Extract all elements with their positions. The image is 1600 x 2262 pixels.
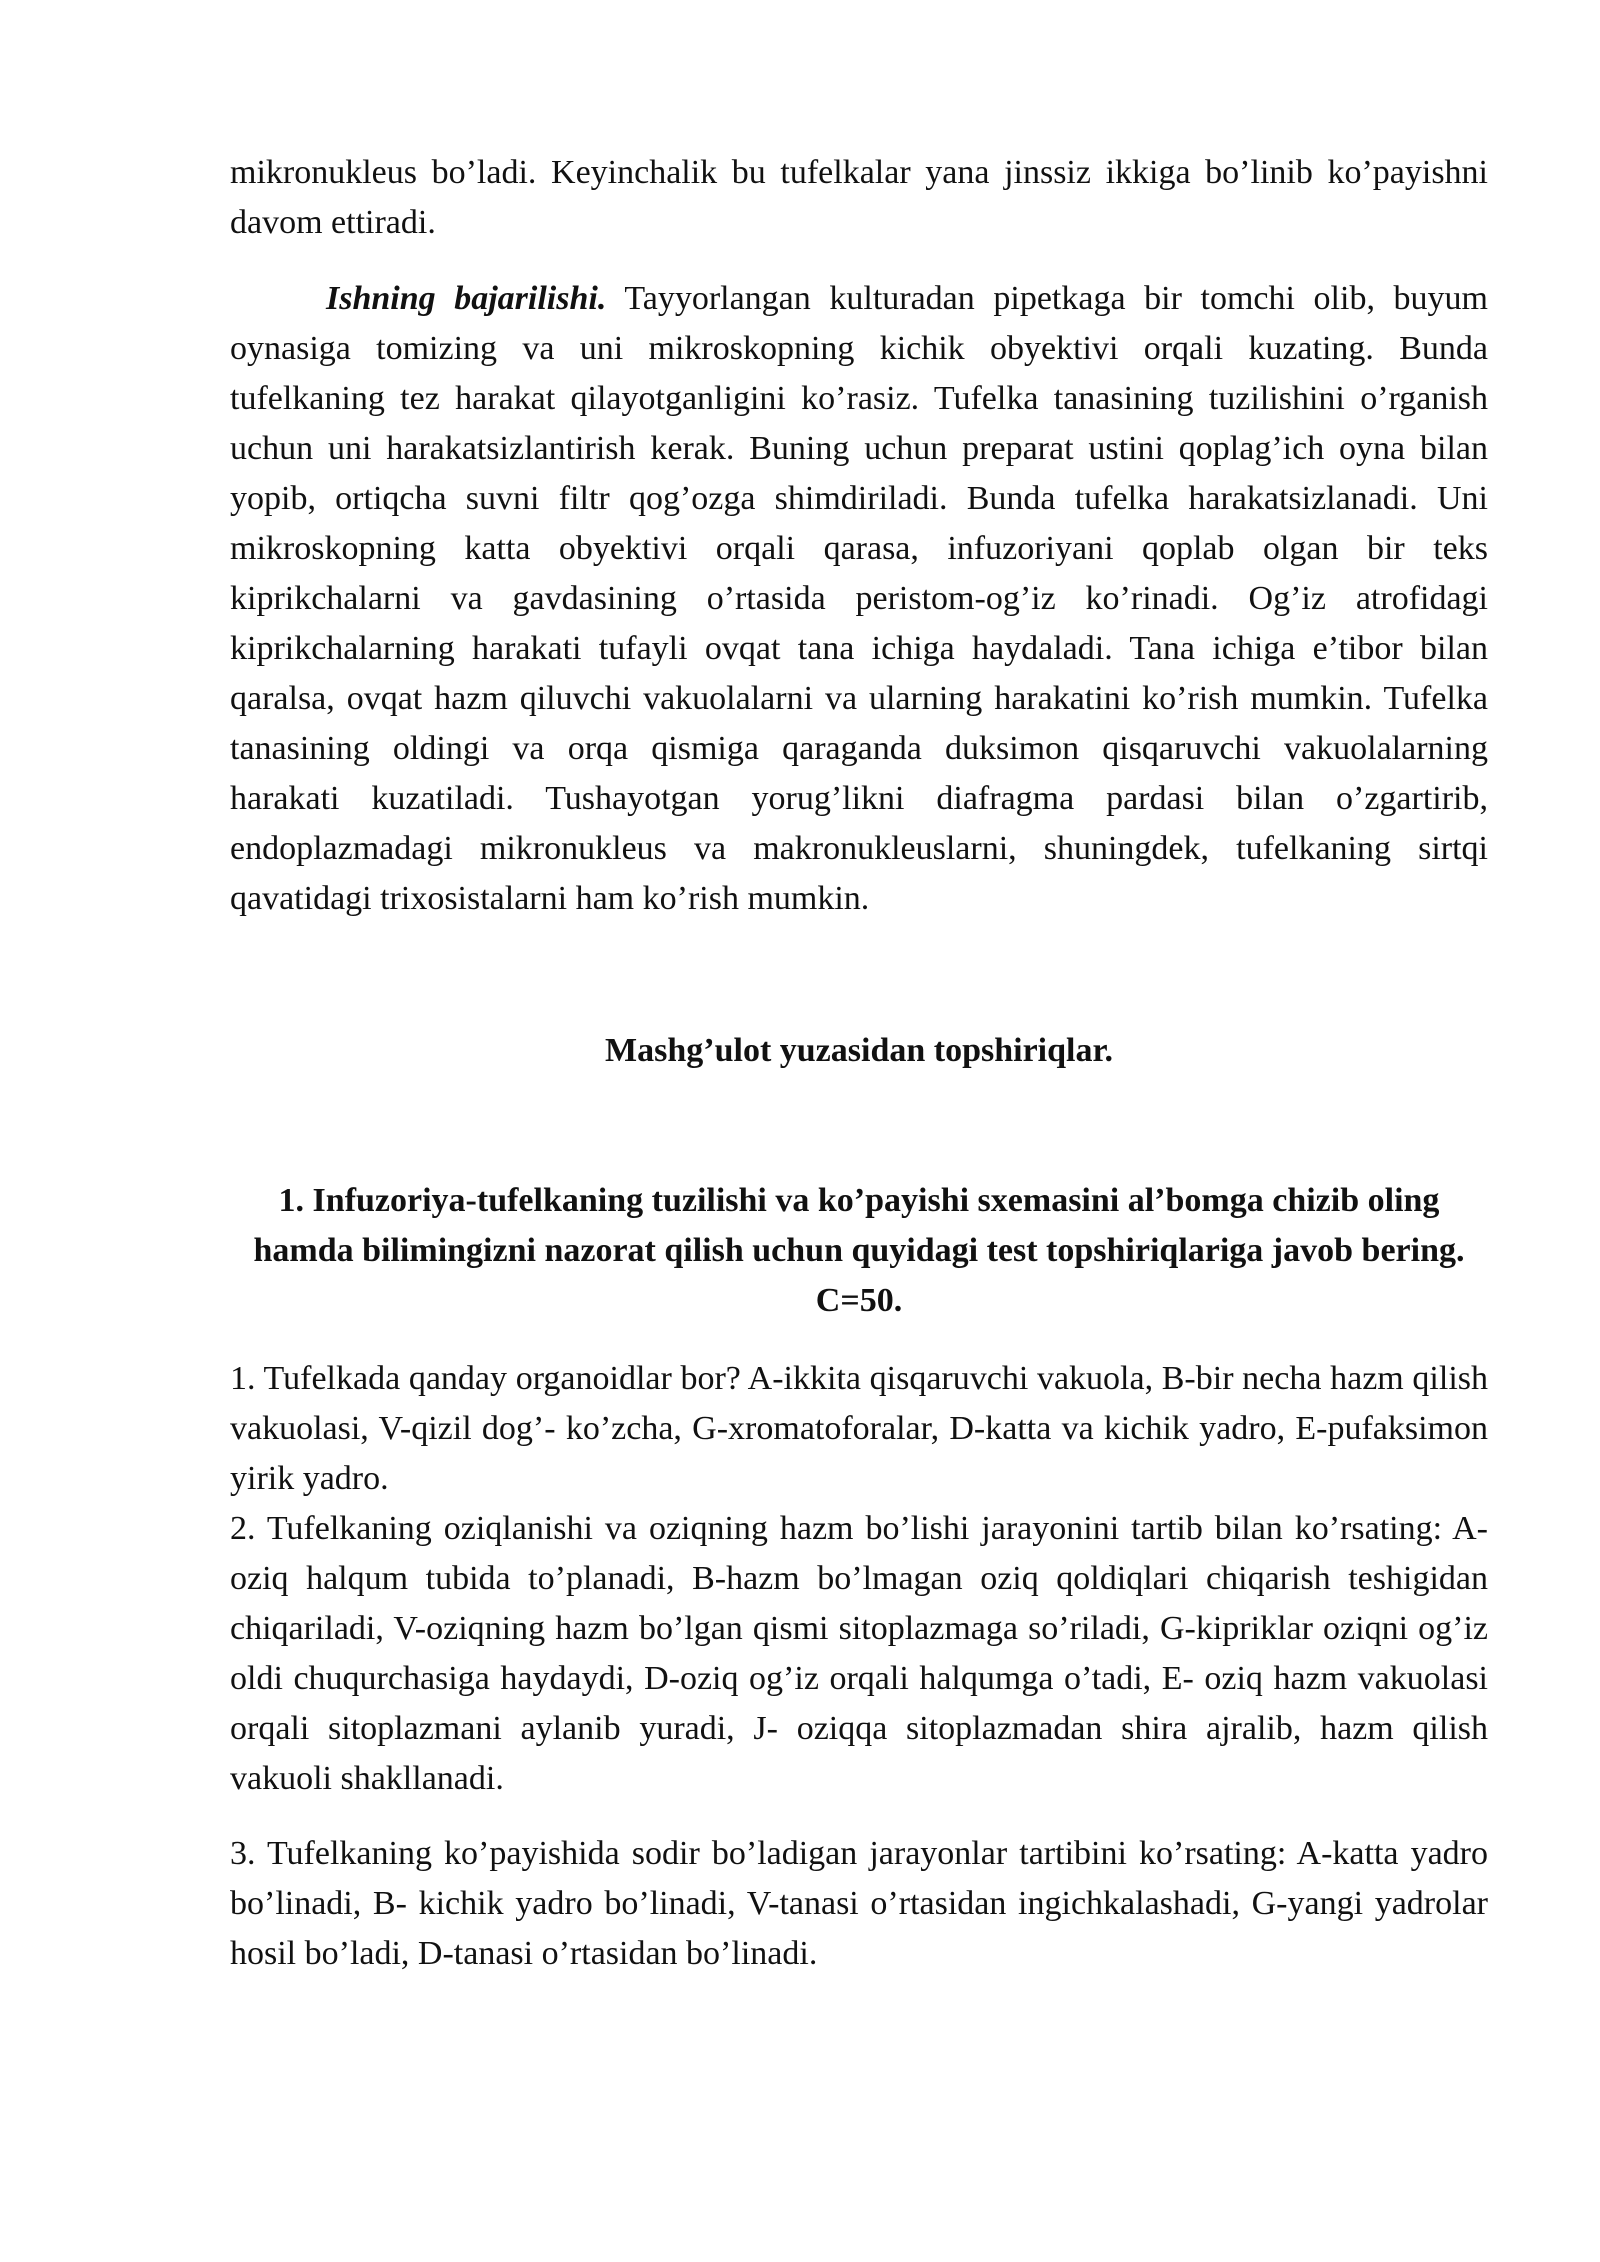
procedure-lead: Ishning bajarilishi.	[326, 280, 607, 317]
section-title: Mashg’ulot yuzasidan topshiriqlar.	[605, 1032, 1113, 1069]
question-2: 2. Tufelkaning oziqlanishi va oziqning hazm bo’lishi jarayonini tartib bilan ko’rsating: A-oziq halqum tubida to’planadi, B-hazm bo’lmagan oziq qoldiqlari chiqarish teshigidan chiqariladi, V-oziqning hazm bo’lgan qismi sitoplazmaga so’riladi, G-kipriklar oziqni og’iz oldi chuqurchasiga haydaydi, D-oziq og’iz orqali halqumga o’tadi, E- oziq hazm vakuolasi orqali sitoplazmani aylanib yuradi, J- oziqqa sitoplazmadan shira ajralib, hazm qilish vakuoli shakllanadi.	[230, 1510, 1488, 1797]
spacer	[230, 924, 1488, 1026]
task-heading: 1. Infuzoriya-tufelkaning tuzilishi va ko’payishi sxemasini al’bomga chizib oling hamda bilimingizni nazorat qilish uchun quyidagi test topshiriqlariga javob bering. C=50.	[253, 1182, 1465, 1319]
document-page	[230, 148, 1488, 1979]
paragraph-intro: mikronukleus bo’ladi. Keyinchalik bu tufelkalar yana jinssiz ikkiga bo’linib ko’payishni davom ettiradi.	[230, 154, 1488, 241]
question-3: 3. Tufelkaning ko’payishida sodir bo’ladigan jarayonlar tartibini ko’rsating: A-katta yadro bo’linadi, B- kichik yadro bo’linadi, V-tanasi o’rtasidan ingichkalashadi, G-yangi yadrolar hosil bo’ladi, D-tanasi o’rtasidan bo’linadi.	[230, 1835, 1488, 1972]
spacer	[230, 1804, 1488, 1829]
spacer	[230, 248, 1488, 274]
procedure-text: Tayyorlangan kulturadan pipetkaga bir tomchi olib, buyum oynasiga tomizing va uni mikroskopning kichik obyektivi orqali kuzating. Bunda tufelkaning tez harakat qilayotganligini ko’rasiz. Tufelka tanasining tuzilishini o’rganish uchun uni harakatsizlantirish kerak. Buning uchun preparat ustini qoplag’ich oyna bilan yopib, ortiqcha suvni filtr qog’ozga shimdiriladi. Bunda tufelka harakatsizlanadi. Uni mikroskopning katta obyektivi orqali qarasa, infuzoriyani qoplab olgan bir teks kiprikchalarni va gavdasining o’rtasida peristom-og’iz ko’rinadi. Og’iz atrofidagi kiprikchalarning harakati tufayli ovqat tana ichiga haydaladi. Tana ichiga e’tibor bilan qaralsa, ovqat hazm qiluvchi vakuolalarni va ularning harakatini ko’rish mumkin. Tufelka tanasining oldingi va orqa qismiga qaraganda duksimon qisqaruvchi vakuolalarning harakati kuzatiladi. Tushayotgan yorug’likni diafragma pardasi bilan o’zgartirib, endoplazmadagi mikronukleus va makronukleuslarni, shuningdek, tufelkaning sirtqi qavatidagi trixosistalarni ham ko’rish mumkin.	[230, 280, 1488, 917]
paragraph-procedure	[230, 274, 1488, 924]
question-1: 1. Tufelkada qanday organoidlar bor? A-ikkita qisqaruvchi vakuola, B-bir necha hazm qilish vakuolasi, V-qizil dog’- ko’zcha, G-xromatoforalar, D-katta va kichik yadro, E-pufaksimon yirik yadro.	[230, 1360, 1488, 1497]
spacer	[230, 1076, 1488, 1176]
spacer	[230, 1326, 1488, 1354]
